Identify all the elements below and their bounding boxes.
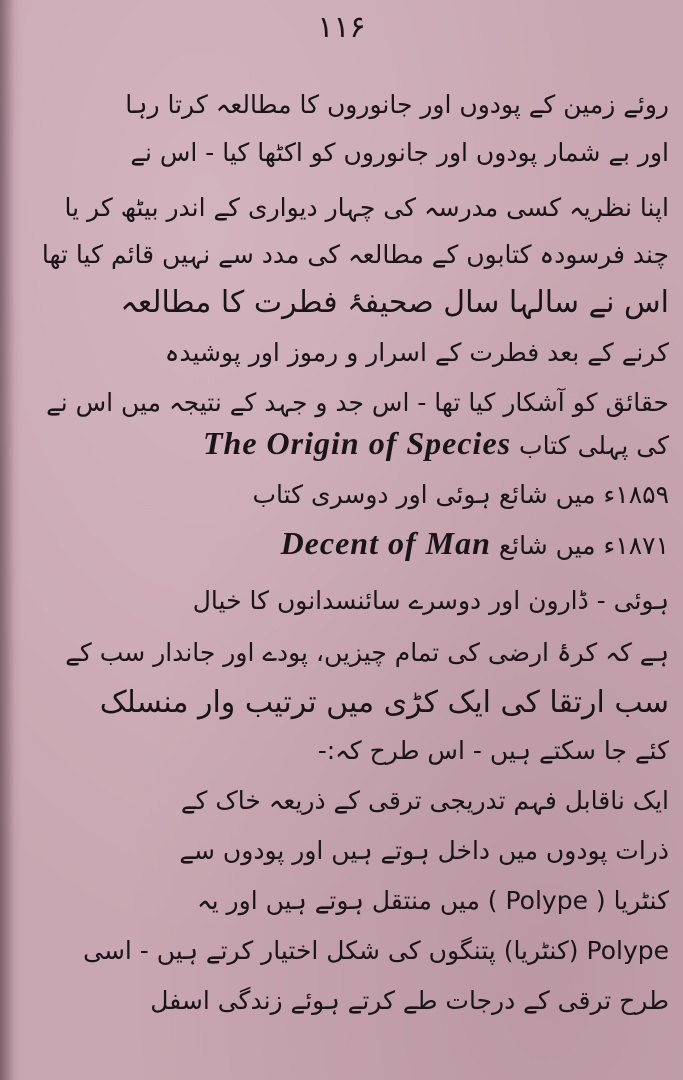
text-line-2: اور بے شمار پودوں اور جانوروں کو اکٹھا کیا - اس نے <box>130 138 669 167</box>
urdu-fragment: کی پہلی کتاب <box>519 431 669 460</box>
page-number: ۱۱۶ <box>317 10 366 45</box>
text-line-18: Polype (کنٹریا) پتنگوں کی شکل اختیار کرتے ہیں - اسی <box>83 936 669 965</box>
text-line-3: اپنا نظریہ کسی مدرسہ کی چہار دیواری کے اندر بیٹھ کر یا <box>64 193 669 222</box>
text-line-7: حقائق کو آشکار کیا تھا - اس جد و جہد کے نتیجہ میں اس نے <box>46 388 669 417</box>
book-title-origin-of-species: The Origin of Species <box>203 425 512 461</box>
text-line-12: ہے کہ کرۂ ارضی کی تمام چیزیں، پودے اور جاندار سب کے <box>65 638 669 667</box>
text-line-11: ہوئی - ڈارون اور دوسرے سائنسدانوں کا خیال <box>192 586 669 615</box>
page-edge-shadow <box>0 0 14 1080</box>
text-line-13: سب ارتقا کی ایک کڑی میں ترتیب وار منسلک <box>99 685 669 720</box>
text-line-8 <box>28 420 669 466</box>
text-line-15: ایک ناقابل فہم تدریجی ترقی کے ذریعہ خاک کے <box>180 786 669 815</box>
text-line-17: کنٹریا ( Polype ) میں منتقل ہوتے ہیں اور یہ <box>197 886 669 915</box>
text-line-4: چند فرسودہ کتابوں کے مطالعہ کی مدد سے نہیں قائم کیا تھا <box>41 240 669 269</box>
text-line-14: کئے جا سکتے ہیں - اس طرح کہ:- <box>317 736 669 765</box>
text-line-1: روئے زمین کے پودوں اور جانوروں کا مطالعہ کرتا رہا <box>125 90 669 119</box>
text-line-6: کرنے کے بعد فطرت کے اسرار و رموز اور پوشیدہ <box>164 338 669 367</box>
text-line-9: ۱۸۵۹ء میں شائع ہوئی اور دوسری کتاب <box>252 480 669 509</box>
text-line-10 <box>28 520 669 566</box>
text-line-16: ذرات پودوں میں داخل ہوتے ہیں اور پودوں سے <box>179 836 669 865</box>
text-line-5: اس نے سالہا سال صحیفۂ فطرت کا مطالعہ <box>120 285 669 320</box>
text-line-19: طرح ترقی کے درجات طے کرتے ہوئے زندگی اسفل <box>150 986 669 1015</box>
book-title-decent-of-man: Decent of Man <box>280 525 491 561</box>
urdu-fragment: ۱۸۷۱ء میں شائع <box>498 531 669 560</box>
